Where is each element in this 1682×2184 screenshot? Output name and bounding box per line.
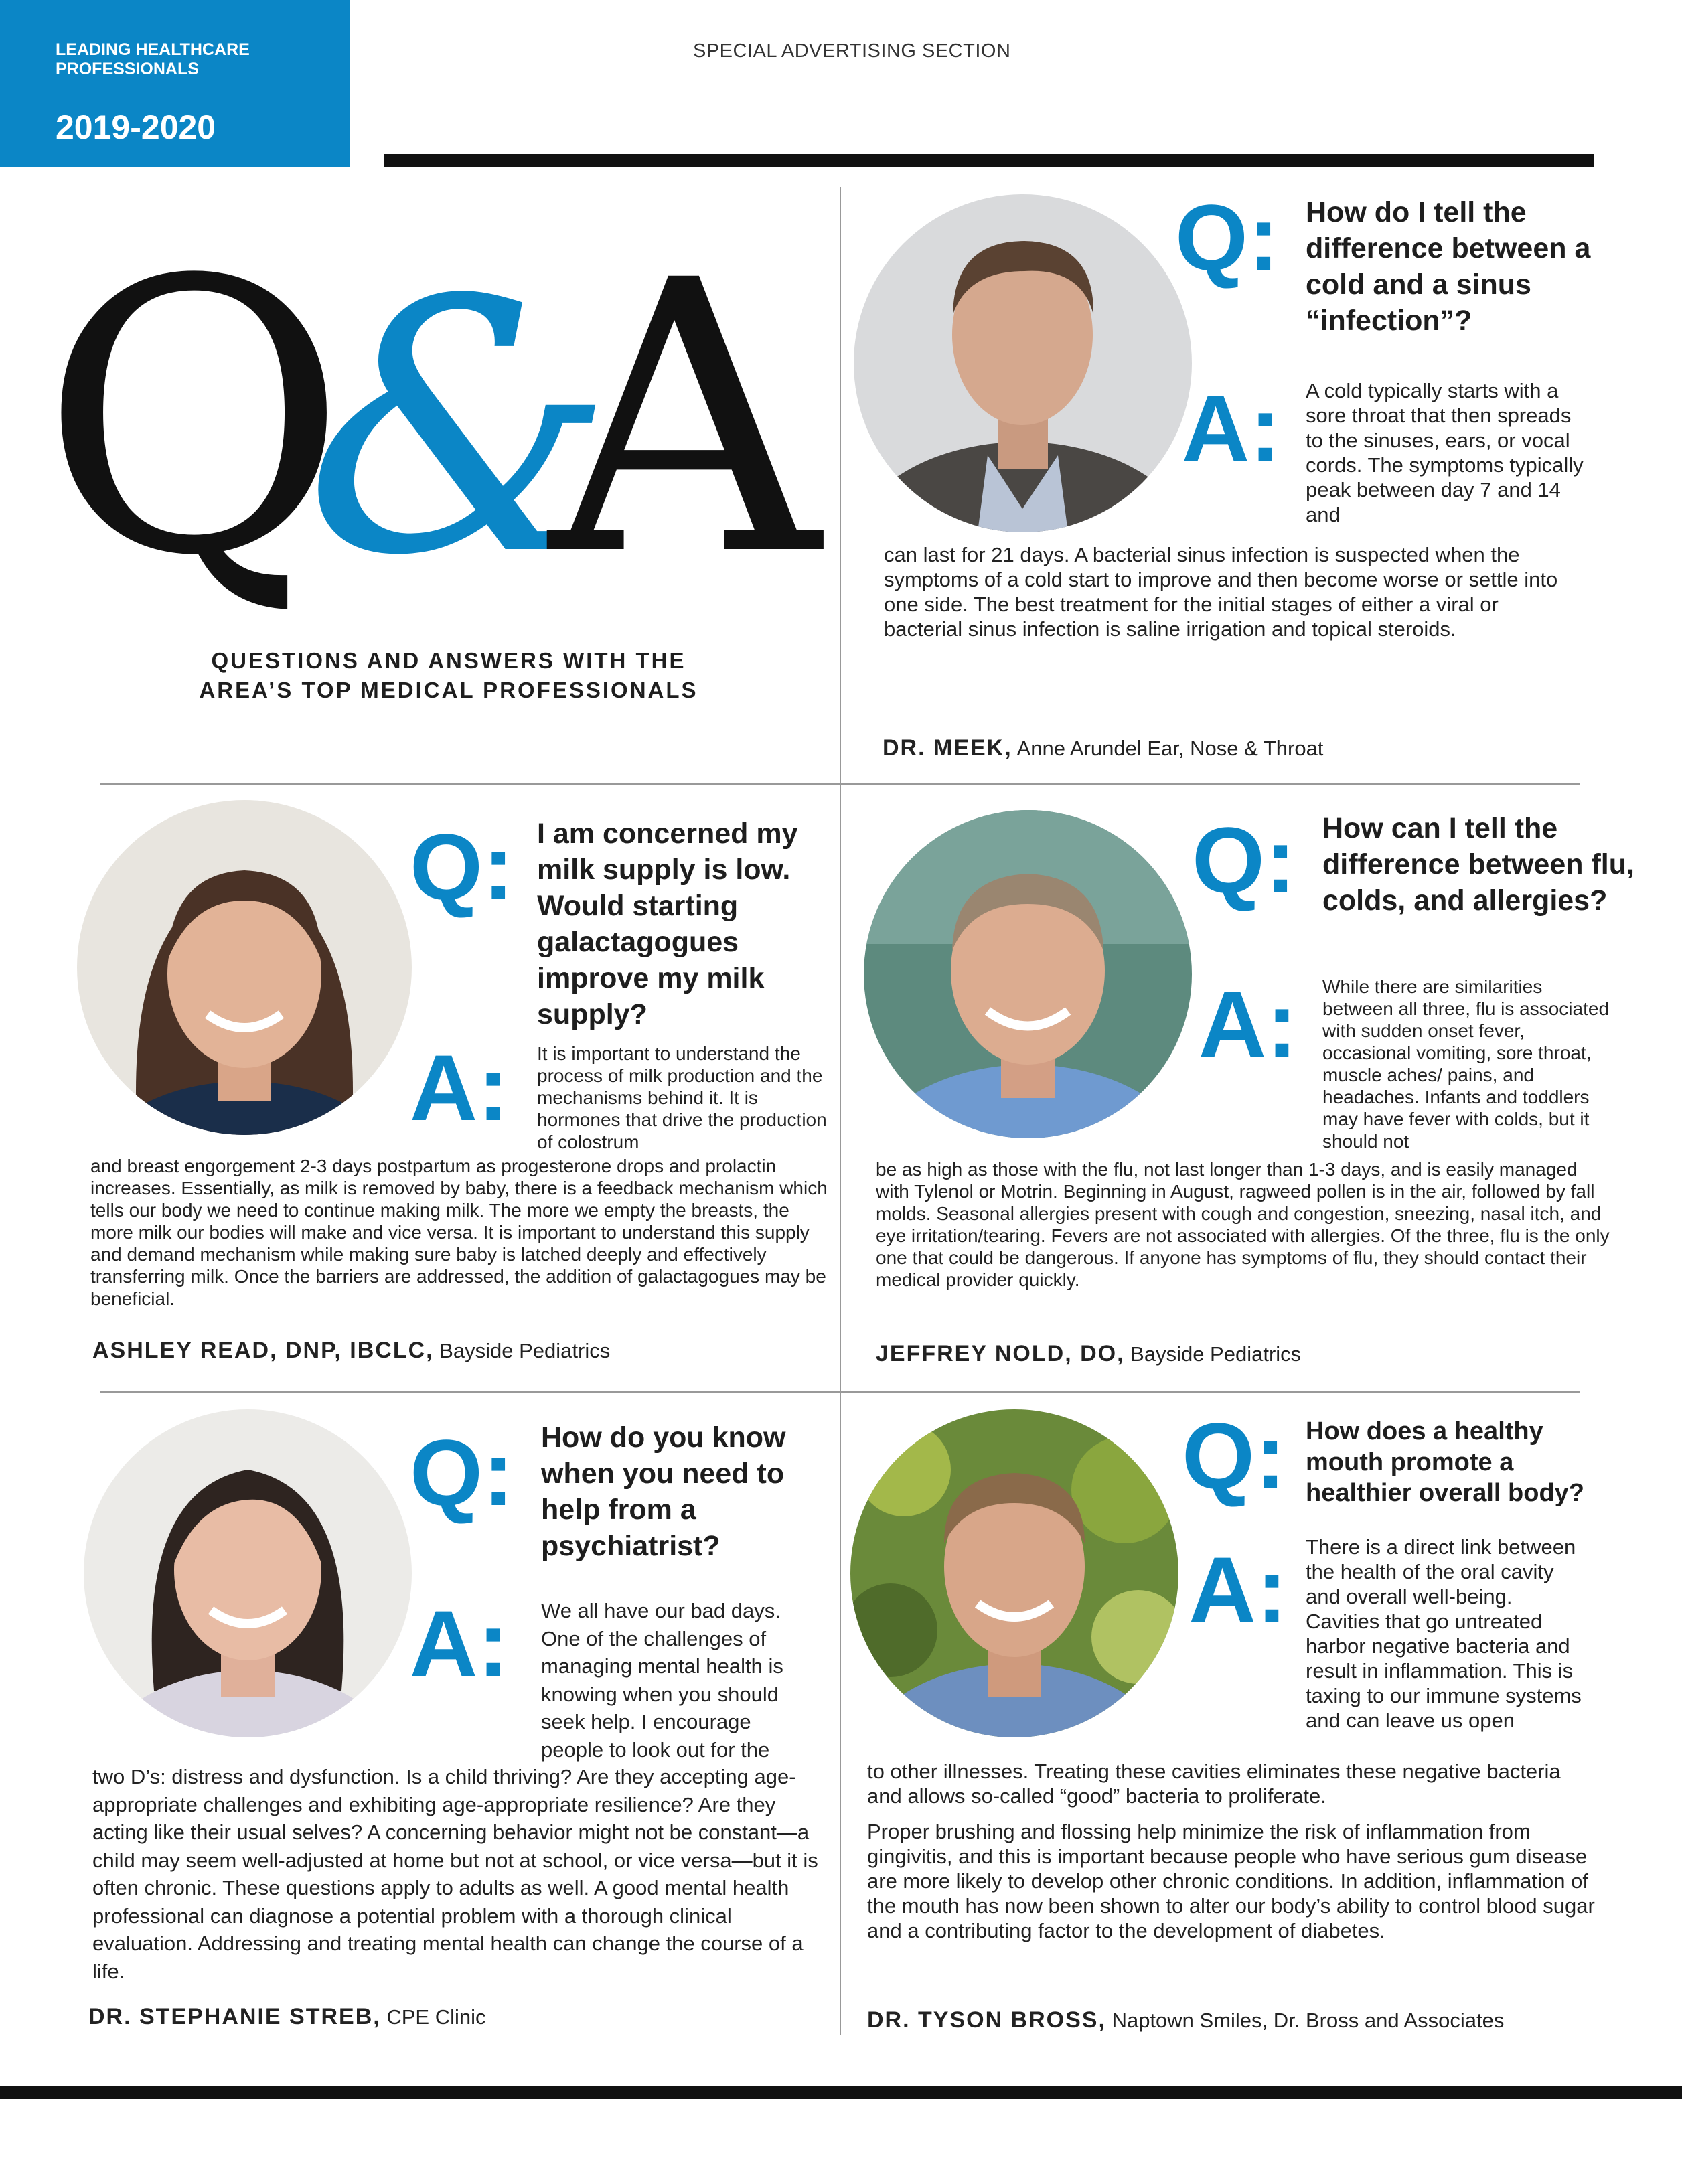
- doctor-org: Anne Arundel Ear, Nose & Throat: [1016, 736, 1324, 760]
- q-mark: Q:: [410, 814, 514, 919]
- title-ampersand: &: [305, 226, 615, 616]
- q-mark: Q:: [1175, 185, 1280, 290]
- answer-3-lead: While there are similarities between all three, flu is associated with sudden onset fever, occasional vomiting, sore throat, muscle aches/ pains, and headaches. Infants and toddlers may have fever with colds, but it should not: [1322, 976, 1610, 1152]
- signature-dr-meek: [883, 735, 1323, 761]
- a-mark: A:: [410, 1591, 509, 1696]
- portrait-dr-meek: [854, 194, 1192, 532]
- doctor-org: Bayside Pediatrics: [439, 1339, 611, 1362]
- signature-tyson-bross: [867, 2007, 1504, 2033]
- subtitle-line-1: QUESTIONS AND ANSWERS WITH THE: [211, 648, 686, 673]
- question-5: How does a healthy mouth promote a healthier overall body?: [1306, 1417, 1584, 1507]
- portrait-tyson-bross: [850, 1409, 1178, 1737]
- answer-5-lead: There is a direct link between the health of the oral cavity and overall well-being. Cavities that go untreated harbor negative bacteria and result in inflammation. This is taxing to our immune systems and can leave us open: [1306, 1535, 1582, 1732]
- q-mark: Q:: [1182, 1403, 1286, 1508]
- q-mark: Q:: [1192, 807, 1296, 913]
- doctor-name: JEFFREY NOLD, DO,: [876, 1341, 1125, 1367]
- portrait-stephanie-streb: [84, 1409, 412, 1737]
- doctor-org: Naptown Smiles, Dr. Bross and Associates: [1112, 2009, 1505, 2032]
- question-1: How do I tell the difference between a cold and a sinus “infection”?: [1306, 196, 1591, 337]
- top-rule: [384, 154, 1594, 167]
- doctor-name: ASHLEY READ, DNP, IBCLC,: [92, 1338, 434, 1363]
- badge-title: LEADING HEALTHCARE PROFESSIONALS: [56, 40, 250, 78]
- q-mark: Q:: [410, 1420, 514, 1525]
- qa-title-graphic: [40, 214, 844, 616]
- a-mark: A:: [1199, 971, 1298, 1077]
- header-badge: [0, 0, 350, 167]
- answer-5-rest: [867, 1759, 1597, 1954]
- question-4: How do you know when you need to help from a psychiatrist?: [541, 1421, 786, 1562]
- a-mark: A:: [1189, 1537, 1288, 1642]
- doctor-org: Bayside Pediatrics: [1130, 1342, 1302, 1366]
- answer-1-lead: A cold typically starts with a sore throat that then spreads to the sinuses, ears, or vocal cords. The symptoms typically peak between day 7 and 14 and: [1306, 379, 1584, 526]
- row-divider-2: [100, 1391, 1580, 1393]
- subtitle-line-2: AREA’S TOP MEDICAL PROFESSIONALS: [199, 678, 698, 702]
- title-a: A: [549, 214, 820, 616]
- answer-3-rest: be as high as those with the flu, not last longer than 1-3 days, and is easily managed with Tylenol or Motrin. Beginning in August, ragweed pollen is in the air, followed by fall molds. Seasonal allergies present with cough and congestion, sneezing, nasal itch, and eye irritation/tearing. Fevers are not associated with allergies. Of the three, flu is the only one that could be dangerous. If anyone has symptoms of flu, they should contact their medical provider quickly.: [876, 1159, 1610, 1290]
- doctor-name: DR. MEEK,: [883, 735, 1012, 761]
- a-mark: A:: [1182, 376, 1281, 481]
- answer-4-rest: two D’s: distress and dysfunction. Is a child thriving? Are they accepting age-appropriate challenges and exhibiting age-appropriate resilience? Are they acting like their usual selves? A concerning behavior might not be constant—a child may seem well-adjusted at home but not at school, or vice versa—but it is often chronic. These questions apply to adults as well. A good mental health professional can diagnose a potential problem with a thorough clinical evaluation. Addressing and treating mental health can change the course of a life.: [92, 1765, 818, 1983]
- title-q: Q: [40, 214, 348, 616]
- section-label: SPECIAL ADVERTISING SECTION: [693, 40, 1011, 62]
- answer-1-rest: can last for 21 days. A bacterial sinus infection is suspected when the symptoms of a cold start to improve and then become worse or settle into one side. The best treatment for the initial stages of either a viral or bacterial sinus infection is saline irrigation and topical steroids.: [884, 543, 1558, 641]
- signature-ashley-read: [92, 1338, 610, 1364]
- signature-jeffrey-nold: [876, 1341, 1301, 1367]
- doctor-name: DR. STEPHANIE STREB,: [88, 2004, 381, 2029]
- question-2: I am concerned my milk supply is low. Would starting galactagogues improve my milk supply?: [537, 817, 798, 1030]
- answer-5-paragraph-2: Proper brushing and flossing help minimize the risk of inflammation from gingivitis, and this is important because people who have serious gum disease are more likely to develop other chronic conditions. In addition, inflammation of the mouth has now been shown to alter our body’s ability to control blood sugar and a contributing factor to the development of diabetes.: [867, 1820, 1595, 1942]
- portrait-ashley-read: [77, 800, 412, 1135]
- answer-2-rest: and breast engorgement 2-3 days postpartum as progesterone drops and prolactin increases. Essentially, as milk is removed by baby, there is a feedback mechanism which tells our body we need to continue making milk. The more we empty the breasts, the more milk our bodies will make and vice versa. It is important to understand this supply and demand mechanism while making sure baby is latched deeply and effectively transferring milk. Once the barriers are addressed, the addition of galactagogues may be beneficial.: [90, 1156, 828, 1309]
- doctor-name: DR. TYSON BROSS,: [867, 2007, 1106, 2033]
- bottom-rule: [0, 2086, 1682, 2099]
- badge-year: 2019-2020: [56, 108, 216, 146]
- answer-5-paragraph-1: to other illnesses. Treating these cavities eliminates these negative bacteria and allows so-called “good” bacteria to proliferate.: [867, 1760, 1561, 1808]
- row-divider-1: [100, 783, 1580, 785]
- doctor-org: CPE Clinic: [386, 2005, 486, 2029]
- signature-stephanie-streb: [88, 2004, 486, 2030]
- portrait-jeffrey-nold: [864, 810, 1192, 1138]
- answer-4-lead: We all have our bad days. One of the challenges of managing mental health is knowing when you should seek help. I encourage people to look out for the: [541, 1599, 783, 1762]
- a-mark: A:: [410, 1035, 509, 1140]
- answer-2-lead: It is important to understand the process of milk production and the mechanisms behind it. It is hormones that drive the production of colostrum: [537, 1043, 827, 1152]
- intro-subtitle: [114, 646, 783, 705]
- question-3: How can I tell the difference between flu, colds, and allergies?: [1322, 812, 1634, 917]
